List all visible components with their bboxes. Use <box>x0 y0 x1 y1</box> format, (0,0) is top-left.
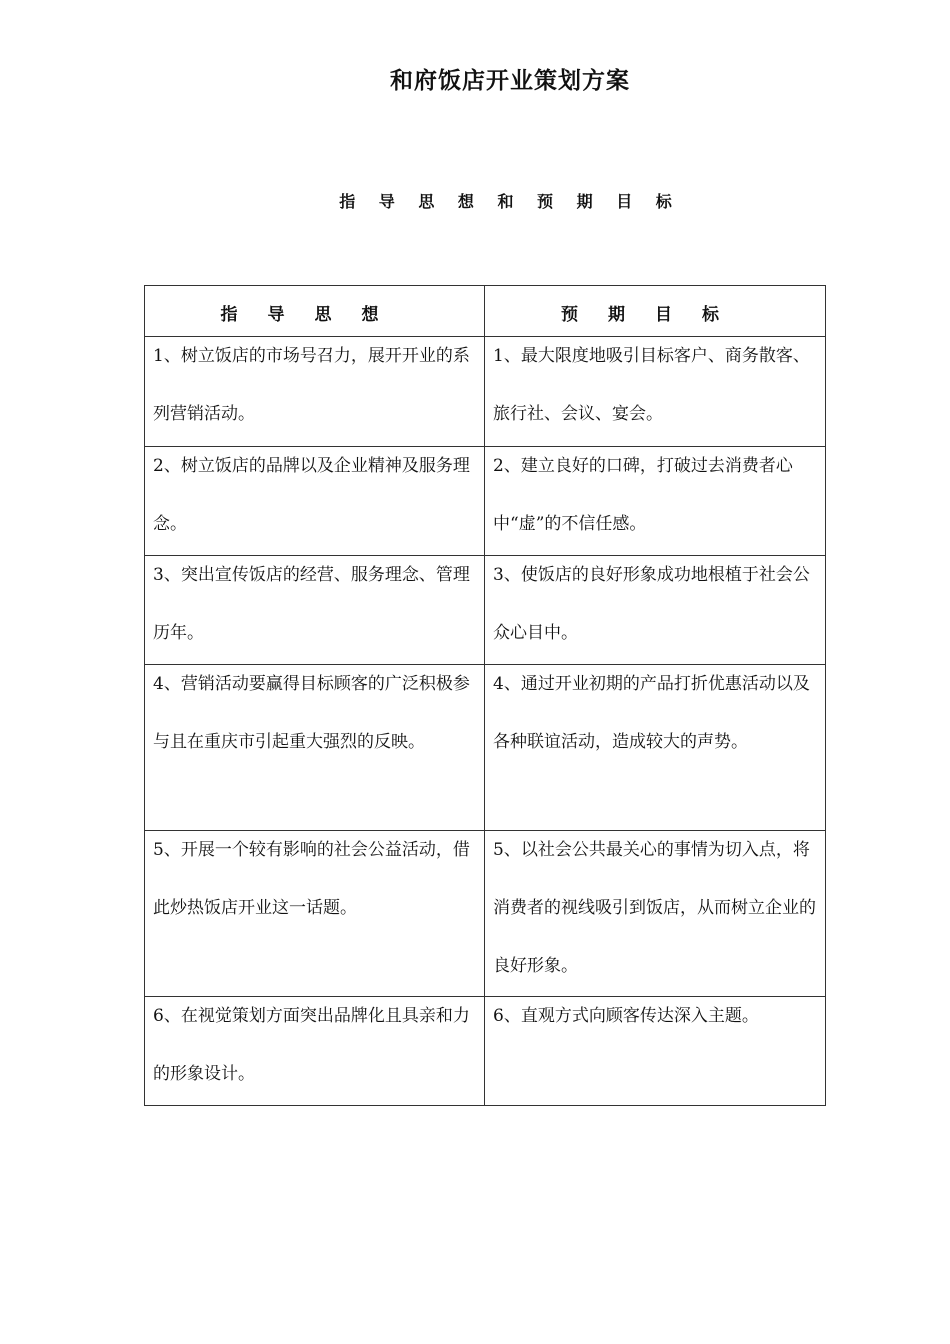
table-cell-goal <box>485 665 826 831</box>
cell-text: 3、使饭店的良好形象成功地根植于社会公众心目中。 <box>493 565 810 643</box>
table-row <box>145 831 826 997</box>
section-title: 指 导 思 想 和 预 期 目 标 <box>339 192 681 211</box>
table-row <box>145 447 826 556</box>
table-row <box>145 665 826 831</box>
table-cell-goal <box>485 831 826 997</box>
table-cell-guiding <box>145 337 485 447</box>
table-row <box>145 997 826 1106</box>
cell-text: 6、在视觉策划方面突出品牌化且具亲和力的形象设计。 <box>153 1006 470 1084</box>
guidance-goals-table <box>144 285 826 1106</box>
table-cell-guiding <box>145 556 485 665</box>
cell-text: 2、树立饭店的品牌以及企业精神及服务理念。 <box>153 456 470 534</box>
document-title: 和府饭店开业策划方案 <box>390 67 630 94</box>
table-row <box>145 556 826 665</box>
cell-text: 4、通过开业初期的产品打折优惠活动以及各种联谊活动，造成较大的声势。 <box>493 674 810 752</box>
header-guiding-thought: 指导思想 <box>145 286 485 337</box>
table-cell-guiding <box>145 447 485 556</box>
table-cell-goal <box>485 556 826 665</box>
table-cell-guiding <box>145 831 485 997</box>
cell-text: 5、开展一个较有影响的社会公益活动，借此炒热饭店开业这一话题。 <box>153 840 470 918</box>
table-cell-goal <box>485 447 826 556</box>
cell-text: 6、直观方式向顾客传达深入主题。 <box>493 1006 759 1026</box>
cell-text: 4、营销活动要赢得目标顾客的广泛积极参与且在重庆市引起重大强烈的反映。 <box>153 674 470 752</box>
cell-text: 3、突出宣传饭店的经营、服务理念、管理历年。 <box>153 565 470 643</box>
table-cell-guiding <box>145 665 485 831</box>
cell-text: 1、树立饭店的市场号召力，展开开业的系列营销活动。 <box>153 346 470 424</box>
table-cell-goal <box>485 337 826 447</box>
table-cell-guiding <box>145 997 485 1106</box>
cell-text: 1、最大限度地吸引目标客户、商务散客、旅行社、会议、宴会。 <box>493 346 810 424</box>
table-row <box>145 337 826 447</box>
cell-text: 5、以社会公共最关心的事情为切入点，将消费者的视线吸引到饭店，从而树立企业的良好形象。 <box>493 840 816 976</box>
header-expected-goal: 预期目标 <box>485 286 826 337</box>
table-cell-goal <box>485 997 826 1106</box>
cell-text: 2、建立良好的口碑，打破过去消费者心中“虚”的不信任感。 <box>493 456 793 534</box>
